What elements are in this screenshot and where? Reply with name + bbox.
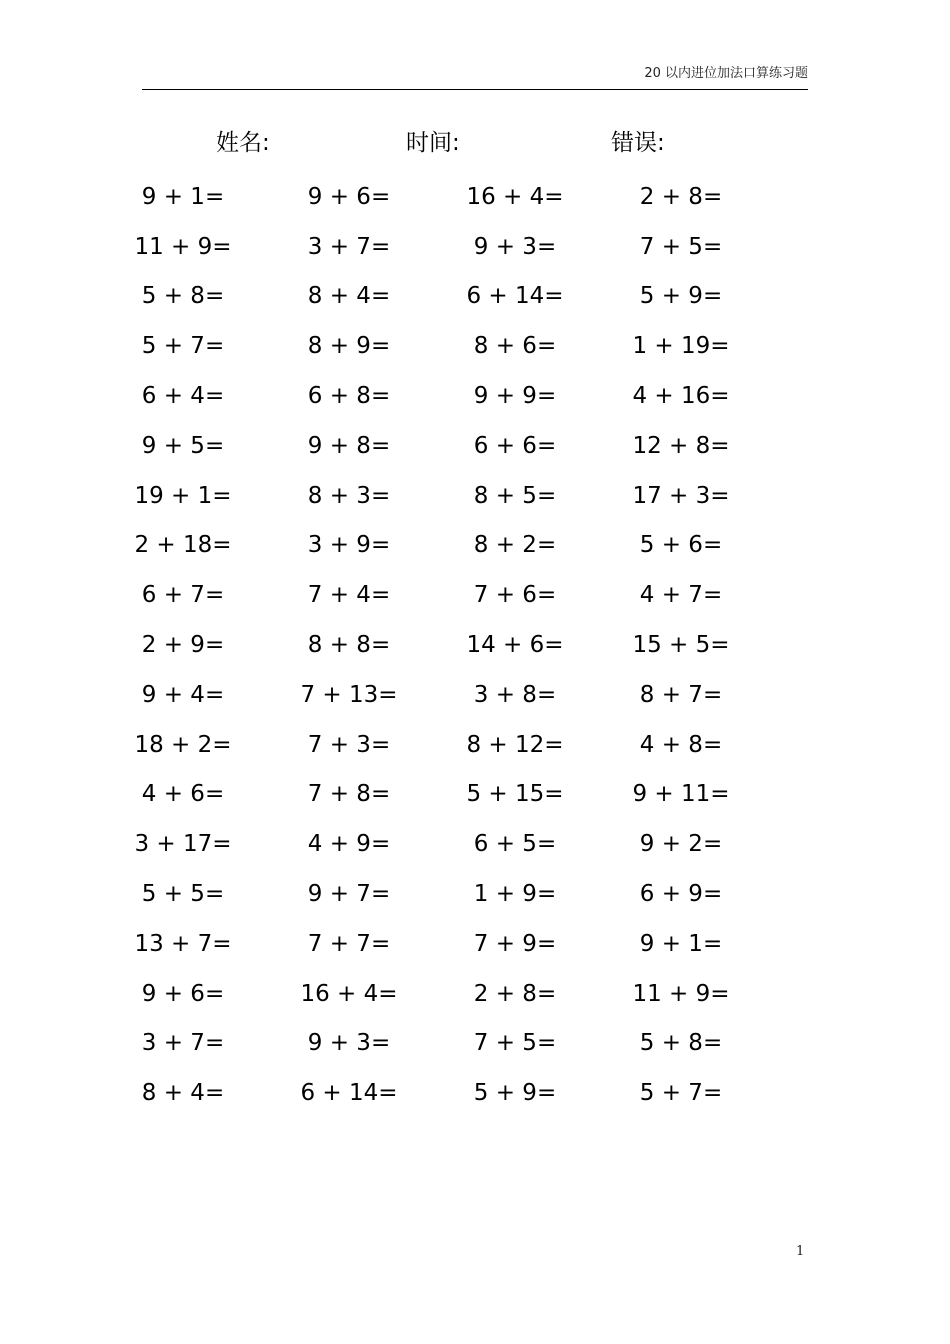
problem-row — [100, 321, 780, 371]
addition-problem: 1 + 9= — [473, 881, 557, 908]
addition-problem: 6 + 4= — [141, 383, 225, 410]
problem-row — [100, 371, 780, 421]
addition-problem: 19 + 1= — [134, 482, 232, 509]
problem-row — [100, 819, 780, 869]
addition-problem: 5 + 9= — [473, 1080, 557, 1107]
addition-problem: 9 + 3= — [473, 233, 557, 260]
addition-problem: 2 + 18= — [134, 532, 232, 559]
addition-problem: 8 + 7= — [639, 681, 723, 708]
addition-problem: 5 + 9= — [639, 283, 723, 310]
addition-problem: 5 + 8= — [639, 1030, 723, 1057]
addition-problem: 7 + 4= — [307, 582, 391, 609]
addition-problem: 2 + 8= — [639, 183, 723, 210]
addition-problem: 8 + 6= — [473, 333, 557, 360]
addition-problem: 9 + 11= — [632, 781, 730, 808]
addition-problem: 5 + 7= — [141, 333, 225, 360]
addition-problem: 7 + 8= — [307, 781, 391, 808]
addition-problem: 7 + 3= — [307, 731, 391, 758]
addition-problem: 9 + 4= — [141, 681, 225, 708]
addition-problem: 16 + 4= — [466, 183, 564, 210]
student-info-labels — [0, 126, 950, 160]
addition-problem: 3 + 8= — [473, 681, 557, 708]
addition-problem: 9 + 2= — [639, 831, 723, 858]
problem-row — [100, 720, 780, 770]
addition-problem: 4 + 7= — [639, 582, 723, 609]
addition-problem: 6 + 7= — [141, 582, 225, 609]
problem-row — [100, 570, 780, 620]
problem-row — [100, 521, 780, 571]
time-label: 时间: — [406, 130, 460, 156]
addition-problem: 9 + 9= — [473, 383, 557, 410]
addition-problem: 13 + 7= — [134, 930, 232, 957]
problem-row — [100, 1019, 780, 1069]
addition-problem: 7 + 9= — [473, 930, 557, 957]
addition-problem: 5 + 6= — [639, 532, 723, 559]
problem-row — [100, 272, 780, 322]
problem-grid — [100, 172, 780, 1118]
addition-problem: 7 + 7= — [307, 930, 391, 957]
addition-problem: 4 + 9= — [307, 831, 391, 858]
addition-problem: 9 + 1= — [639, 930, 723, 957]
addition-problem: 8 + 4= — [141, 1080, 225, 1107]
addition-problem: 6 + 14= — [466, 283, 564, 310]
addition-problem: 5 + 5= — [141, 881, 225, 908]
addition-problem: 8 + 5= — [473, 482, 557, 509]
addition-problem: 8 + 9= — [307, 333, 391, 360]
errors-label: 错误: — [611, 130, 665, 156]
problem-row — [100, 620, 780, 670]
addition-problem: 9 + 5= — [141, 432, 225, 459]
addition-problem: 9 + 6= — [307, 183, 391, 210]
addition-problem: 9 + 8= — [307, 432, 391, 459]
addition-problem: 11 + 9= — [632, 980, 730, 1007]
addition-problem: 2 + 8= — [473, 980, 557, 1007]
problem-row — [100, 1068, 780, 1118]
problem-row — [100, 670, 780, 720]
addition-problem: 6 + 5= — [473, 831, 557, 858]
problem-row — [100, 222, 780, 272]
problem-row — [100, 770, 780, 820]
addition-problem: 2 + 9= — [141, 632, 225, 659]
addition-problem: 7 + 13= — [300, 681, 398, 708]
addition-problem: 16 + 4= — [300, 980, 398, 1007]
problem-row — [100, 969, 780, 1019]
addition-problem: 18 + 2= — [134, 731, 232, 758]
addition-problem: 8 + 4= — [307, 283, 391, 310]
addition-problem: 4 + 16= — [632, 383, 730, 410]
addition-problem: 4 + 8= — [639, 731, 723, 758]
addition-problem: 7 + 6= — [473, 582, 557, 609]
addition-problem: 4 + 6= — [141, 781, 225, 808]
addition-problem: 15 + 5= — [632, 632, 730, 659]
addition-problem: 7 + 5= — [473, 1030, 557, 1057]
problem-row — [100, 421, 780, 471]
page-number: 1 — [796, 1244, 805, 1259]
addition-problem: 11 + 9= — [134, 233, 232, 260]
problem-row — [100, 919, 780, 969]
addition-problem: 8 + 2= — [473, 532, 557, 559]
addition-problem: 9 + 7= — [307, 881, 391, 908]
addition-problem: 3 + 7= — [141, 1030, 225, 1057]
header-rule — [142, 89, 808, 90]
addition-problem: 6 + 9= — [639, 881, 723, 908]
addition-problem: 9 + 6= — [141, 980, 225, 1007]
addition-problem: 6 + 6= — [473, 432, 557, 459]
addition-problem: 17 + 3= — [632, 482, 730, 509]
problem-row — [100, 471, 780, 521]
addition-problem: 5 + 7= — [639, 1080, 723, 1107]
addition-problem: 14 + 6= — [466, 632, 564, 659]
addition-problem: 3 + 9= — [307, 532, 391, 559]
addition-problem: 8 + 12= — [466, 731, 564, 758]
addition-problem: 6 + 14= — [300, 1080, 398, 1107]
problem-row — [100, 869, 780, 919]
addition-problem: 9 + 3= — [307, 1030, 391, 1057]
problem-row — [100, 172, 780, 222]
addition-problem: 5 + 15= — [466, 781, 564, 808]
addition-problem: 1 + 19= — [632, 333, 730, 360]
name-label: 姓名: — [216, 130, 270, 156]
addition-problem: 12 + 8= — [632, 432, 730, 459]
addition-problem: 7 + 5= — [639, 233, 723, 260]
header-title: 20 以内进位加法口算练习题 — [644, 66, 808, 81]
addition-problem: 8 + 3= — [307, 482, 391, 509]
addition-problem: 9 + 1= — [141, 183, 225, 210]
addition-problem: 3 + 7= — [307, 233, 391, 260]
addition-problem: 5 + 8= — [141, 283, 225, 310]
addition-problem: 8 + 8= — [307, 632, 391, 659]
addition-problem: 6 + 8= — [307, 383, 391, 410]
addition-problem: 3 + 17= — [134, 831, 232, 858]
